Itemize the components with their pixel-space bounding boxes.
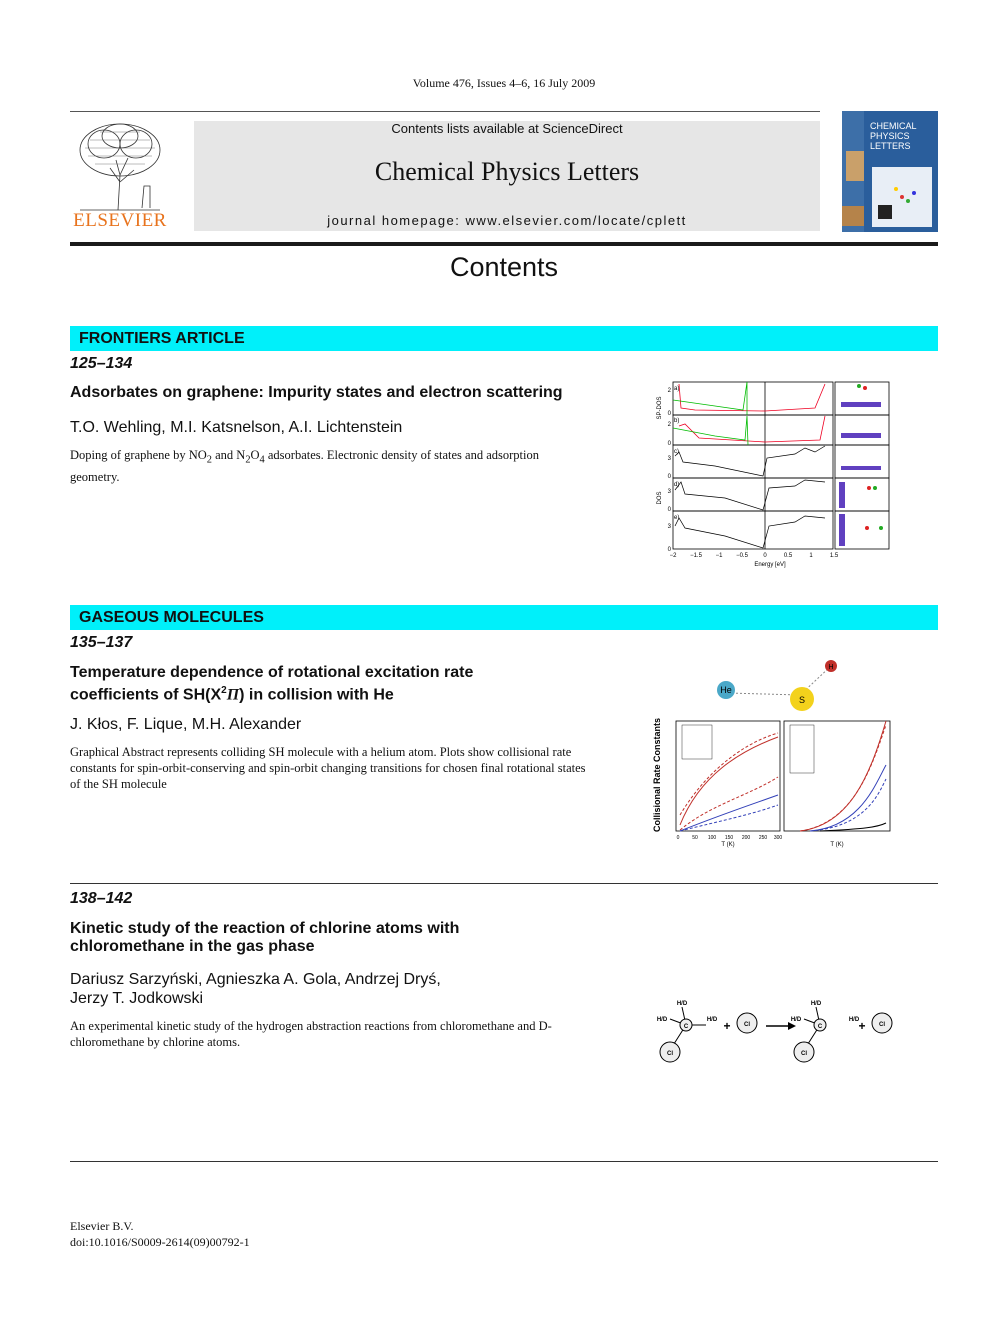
ytick: 3 (667, 524, 671, 530)
panel-label: a) (674, 386, 680, 392)
xtick: 100 (707, 835, 717, 841)
page-title: Contents (449, 252, 559, 282)
volume-line: Volume 476, Issues 4–6, 16 July 2009 (412, 76, 596, 90)
xtick: 200 (741, 835, 751, 841)
elsevier-logo[interactable] (70, 120, 170, 232)
header-rule (70, 111, 820, 112)
xlabel: Energy [eV] (754, 562, 786, 568)
svg-text:+: + (723, 1019, 731, 1033)
ytick: 0 (667, 507, 671, 513)
svg-text:Cl: Cl (879, 1022, 885, 1028)
svg-text:H/D: H/D (810, 1001, 822, 1007)
svg-text:H/D: H/D (676, 1001, 688, 1007)
ytick: 0 (667, 474, 671, 480)
xlabel: T (K) (830, 842, 844, 848)
svg-text:H/D: H/D (790, 1017, 802, 1023)
svg-text:He: He (720, 685, 732, 695)
svg-text:H/D: H/D (706, 1017, 718, 1023)
svg-text:S: S (798, 695, 806, 705)
xtick: −1 (715, 553, 723, 559)
xtick: 300 (773, 835, 783, 841)
svg-text:C: C (817, 1024, 823, 1030)
ytick: 0 (667, 441, 671, 447)
ytick: 0 (667, 547, 671, 553)
article-title-link[interactable]: Adsorbates on graphene: Impurity states and electron scattering (70, 384, 563, 401)
journal-homepage-link[interactable]: journal homepage: www.elsevier.com/locate/cplett (327, 213, 687, 228)
footer-doi[interactable]: doi:10.1016/S0009-2614(09)00792-1 (70, 1235, 250, 1249)
ylabel: Collisional Rate Constants (652, 717, 662, 833)
article-title-link[interactable]: Kinetic study of the reaction of chlorine atoms with chloromethane in the gas phase (70, 920, 460, 955)
article-divider (70, 883, 938, 884)
panel-label: c) (674, 449, 679, 455)
sciencedirect-link[interactable]: Contents lists available at ScienceDirect (391, 121, 623, 136)
ytick: 2 (667, 422, 671, 428)
journal-banner (194, 121, 820, 231)
ytick: 2 (667, 388, 671, 394)
reaction-arrow-icon (788, 1022, 796, 1030)
article-authors: Dariusz Sarzyński, Agnieszka A. Gola, Andrzej Dryś, Jerzy T. Jodkowski (70, 971, 441, 1007)
article-pages: 135–137 (70, 634, 133, 651)
article-authors: J. Kłos, F. Lique, M.H. Alexander (70, 716, 302, 733)
xtick: −0.5 (736, 553, 748, 559)
xtick: 0.5 (783, 553, 793, 559)
xlabel: T (K) (721, 842, 735, 848)
svg-text:+: + (858, 1019, 866, 1033)
publisher-logo-text: ELSEVIER (73, 210, 167, 231)
contents-end-rule (70, 1161, 938, 1162)
article-abstract: Doping of graphene by $NO_2$ and $N_2O_4$ adsorbates. Electronic density of states and adsorption geometry. (70, 448, 539, 484)
svg-text:C: C (683, 1024, 689, 1030)
reaction-scheme-figure (650, 995, 900, 1070)
journal-title: Chemical Physics Letters (374, 157, 640, 186)
footer (70, 1218, 250, 1250)
journal-cover[interactable] (842, 111, 938, 232)
svg-text:Cl: Cl (801, 1051, 807, 1057)
footer-publisher: Elsevier B.V. (70, 1219, 134, 1233)
svg-text:Cl: Cl (744, 1022, 750, 1028)
xtick: −2 (669, 553, 677, 559)
panel-label: e) (674, 515, 680, 521)
article-pages: 138–142 (70, 890, 133, 907)
article-abstract: Graphical Abstract represents colliding SH molecule with a helium atom. Plots show collisional rate constants for spin-orbit-conserving and spin-orbit changing transitions for chosen final rotational states of the SH molecule (70, 745, 586, 791)
section-heading-frontiers: FRONTIERS ARTICLE (70, 326, 938, 351)
xtick: 0 (763, 553, 767, 559)
article-title-link[interactable]: Temperature dependence of rotational excitation rate coefficients of $SH(X^2\Pi)$ in collision with He (70, 664, 474, 704)
ytick: 3 (667, 489, 671, 495)
ytick: 3 (667, 456, 671, 462)
svg-text:Cl: Cl (667, 1051, 673, 1057)
panel-label: b) (674, 418, 680, 424)
ylabel-dos: DOS (657, 491, 663, 505)
xtick: 50 (692, 835, 698, 841)
cover-title: CHEMICAL PHYSICS LETTERS (870, 121, 917, 151)
article-abstract: An experimental kinetic study of the hydrogen abstraction reactions from chloromethane and D-chloromethane by chlorine atoms. (70, 1019, 552, 1049)
svg-text:H/D: H/D (656, 1017, 668, 1023)
panel-label: d) (674, 482, 680, 488)
header-thick-rule (70, 242, 938, 246)
svg-text:H/D: H/D (848, 1017, 860, 1023)
ylabel-spdos: SP-DOS (657, 396, 663, 420)
graphical-abstract-rate-figure (650, 655, 900, 850)
graphical-abstract-dos-figure (655, 378, 895, 572)
xtick: 150 (724, 835, 734, 841)
article-pages: 125–134 (70, 355, 133, 372)
xtick: 1.5 (829, 553, 839, 559)
tree-icon (70, 120, 170, 212)
xtick: 1 (809, 553, 813, 559)
article-authors: T.O. Wehling, M.I. Katsnelson, A.I. Lichtenstein (70, 419, 403, 436)
section-heading-gaseous: GASEOUS MOLECULES (70, 605, 938, 630)
svg-text:H: H (828, 664, 834, 671)
xtick: 0 (676, 835, 680, 841)
ytick: 0 (667, 411, 671, 417)
xtick: −1.5 (690, 553, 702, 559)
xtick: 250 (758, 835, 768, 841)
